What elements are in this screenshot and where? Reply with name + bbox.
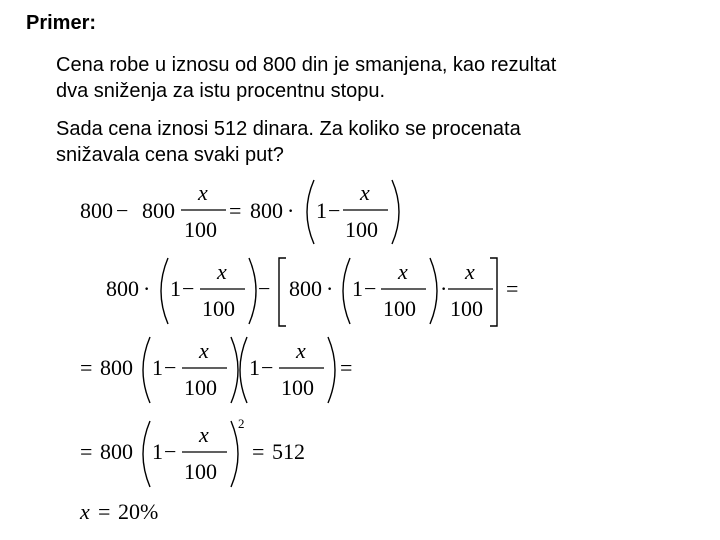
equation-line-2 — [106, 258, 518, 326]
number-800: 800 — [100, 355, 133, 380]
number-800: 800 — [80, 198, 113, 223]
minus-sign: − — [328, 198, 341, 223]
equals-sign: = — [252, 439, 265, 464]
equation-line-3 — [80, 337, 352, 403]
minus-sign: − — [258, 276, 271, 301]
equals-sign: = — [340, 355, 353, 380]
variable-x: x — [199, 338, 209, 363]
number-800: 800 — [142, 198, 175, 223]
variable-x: x — [80, 499, 90, 524]
multiply-dot: · — [326, 276, 334, 301]
number-100: 100 — [345, 217, 378, 242]
minus-sign: − — [116, 198, 129, 223]
multiply-dot: · — [287, 198, 295, 223]
equation-line-4 — [80, 416, 305, 487]
variable-x: x — [296, 338, 306, 363]
variable-x: x — [465, 259, 475, 284]
left-paren — [143, 337, 150, 403]
variable-x: x — [360, 180, 370, 205]
problem-line-2: dva sniženja za istu procentnu stopu. — [56, 80, 386, 102]
number-one: 1 — [352, 276, 363, 301]
equals-sign: = — [98, 499, 111, 524]
number-one: 1 — [152, 355, 163, 380]
number-one: 1 — [249, 355, 260, 380]
number-100: 100 — [184, 217, 217, 242]
equals-sign: = — [80, 355, 93, 380]
minus-sign: − — [261, 355, 274, 380]
left-bracket — [279, 258, 286, 326]
minus-sign: − — [364, 276, 377, 301]
variable-x: x — [198, 180, 208, 205]
variable-x: x — [199, 422, 209, 447]
number-800: 800 — [106, 276, 139, 301]
right-paren — [231, 337, 238, 403]
left-paren — [161, 258, 168, 324]
number-one: 1 — [316, 198, 327, 223]
number-one: 1 — [170, 276, 181, 301]
equals-sign: = — [506, 276, 519, 301]
number-100: 100 — [450, 296, 483, 321]
minus-sign: − — [164, 355, 177, 380]
right-bracket — [490, 258, 497, 326]
number-100: 100 — [202, 296, 235, 321]
variable-x: x — [217, 259, 227, 284]
example-heading: Primer: — [26, 12, 97, 34]
number-800: 800 — [100, 439, 133, 464]
right-paren — [231, 421, 238, 487]
final-answer: 20% — [118, 499, 159, 524]
number-one: 1 — [152, 439, 163, 464]
result-value: 512 — [272, 439, 305, 464]
equation-line-1 — [80, 180, 399, 244]
exponent: 2 — [238, 416, 245, 431]
multiply-dot: · — [143, 276, 151, 301]
equation-line-5 — [79, 499, 158, 524]
question-line-1: Sada cena iznosi 512 dinara. Za koliko se procenata — [56, 118, 521, 140]
multiply-dot: · — [440, 276, 448, 301]
minus-sign: − — [164, 439, 177, 464]
number-800: 800 — [250, 198, 283, 223]
minus-sign: − — [182, 276, 195, 301]
number-100: 100 — [281, 375, 314, 400]
right-paren — [328, 337, 335, 403]
number-800: 800 — [289, 276, 322, 301]
number-100: 100 — [184, 375, 217, 400]
right-paren — [430, 258, 437, 324]
equals-sign: = — [229, 198, 242, 223]
number-100: 100 — [383, 296, 416, 321]
problem-line-1: Cena robe u iznosu od 800 din je smanjena, kao rezultat — [56, 54, 557, 76]
left-paren — [240, 337, 247, 403]
number-100: 100 — [184, 459, 217, 484]
question-line-2: snižavala cena svaki put? — [56, 144, 284, 166]
left-paren — [143, 421, 150, 487]
left-paren — [343, 258, 350, 324]
variable-x: x — [398, 259, 408, 284]
right-paren — [392, 180, 399, 244]
equals-sign: = — [80, 439, 93, 464]
left-paren — [307, 180, 314, 244]
right-paren — [249, 258, 256, 324]
